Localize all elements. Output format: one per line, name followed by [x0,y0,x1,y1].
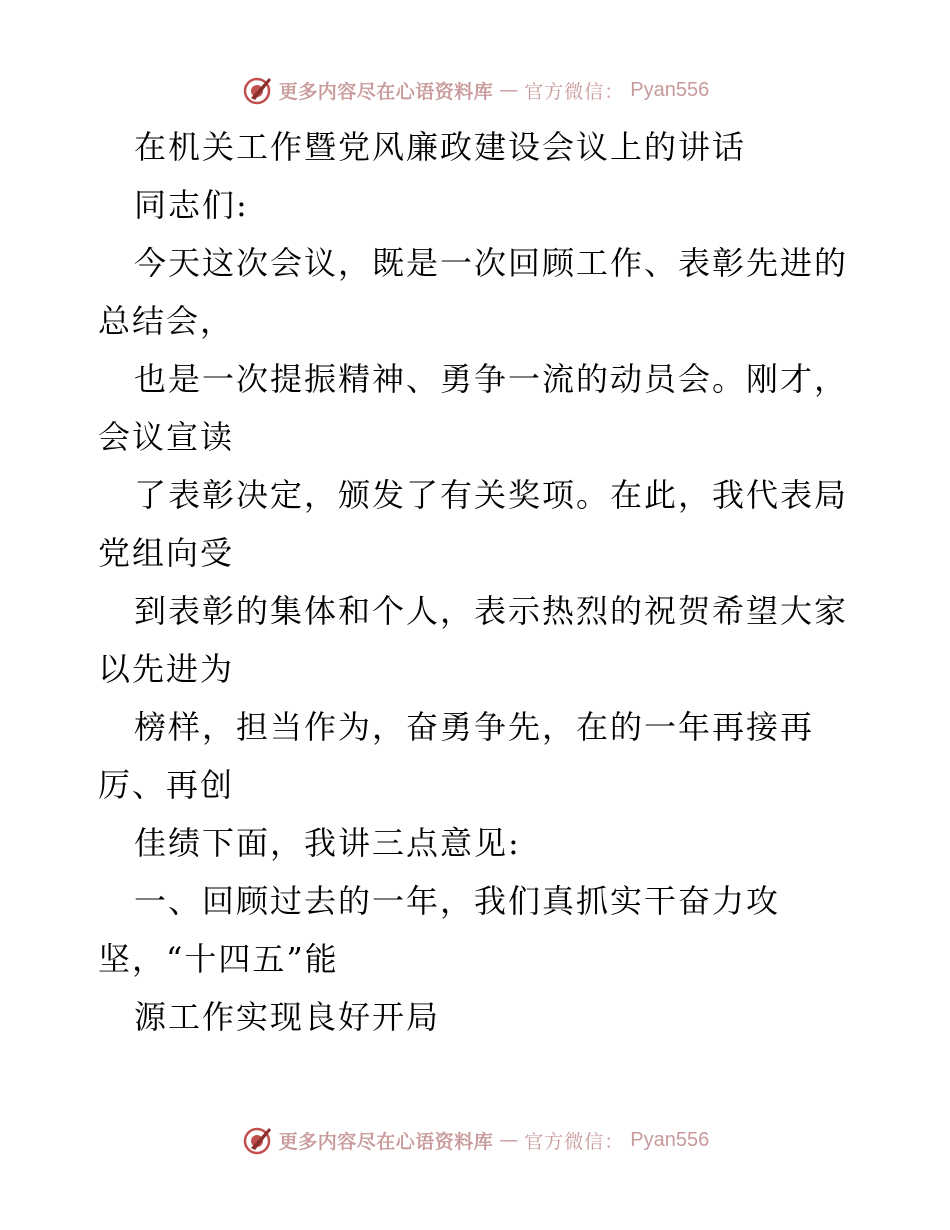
header-watermark [0,70,950,110]
watermark-label: 官方微信： [524,1130,625,1153]
watermark-text: 更多内容尽在心语资料库 [278,80,494,103]
document-line: 坚，“十四五”能 [98,940,339,978]
document-line: 总结会， [98,302,235,340]
document-body [98,118,858,1046]
document-line: 佳绩下面，我讲三点意见: [134,824,521,862]
document-line: 今天这次会议，既是一次回顾工作、表彰先进的 [134,244,849,282]
document-line: 一、回顾过去的一年，我们真抓实干奋力攻 [134,882,781,920]
watermark-id: Pyan556 [630,1128,710,1151]
document-line: 源工作实现良好开局 [134,998,441,1036]
watermark-dash: — [499,1129,519,1151]
document-line: 同志们: [134,186,249,224]
document-line: 在机关工作暨党风廉政建设会议上的讲话 [134,128,747,166]
document-line: 厉、再创 [98,766,235,804]
document-line: 榜样，担当作为，奋勇争先，在的一年再接再 [134,708,815,746]
watermark-text: 更多内容尽在心语资料库 [278,1130,494,1153]
footer-watermark [0,1120,950,1160]
document-line: 也是一次提振精神、勇争一流的动员会。刚才， [134,360,849,398]
watermark-id: Pyan556 [630,78,710,101]
quill-logo-icon [241,74,273,106]
document-line: 以先进为 [98,650,235,688]
document-line: 了表彰决定，颁发了有关奖项。在此，我代表局 [134,476,849,514]
watermark-label: 官方微信： [524,80,625,103]
document-line: 党组向受 [98,534,235,572]
quill-logo-icon [241,1124,273,1156]
watermark-dash: — [499,79,519,101]
document-line: 到表彰的集体和个人，表示热烈的祝贺希望大家 [134,592,849,630]
document-line: 会议宣读 [98,418,235,456]
